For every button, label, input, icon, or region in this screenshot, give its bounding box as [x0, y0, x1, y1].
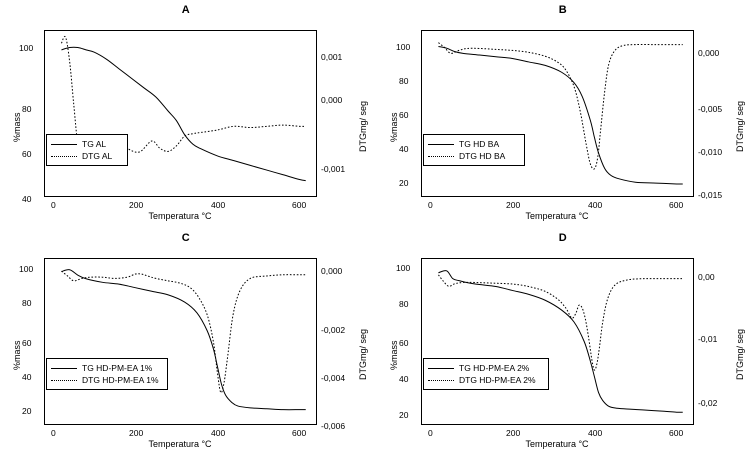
panel-d-ytick-left-2: 60	[399, 338, 409, 348]
panel-b	[377, 4, 749, 230]
panel-d-legend-item-0	[428, 362, 543, 374]
panel-b-ytick-right-1: -0,010	[698, 147, 723, 157]
panel-d	[377, 232, 749, 458]
panel-a-ytick-right-2: 0,001	[321, 52, 343, 62]
panel-d-xtick-1: 200	[506, 428, 521, 438]
panel-b-plot-area	[421, 30, 694, 197]
panel-b-ytick-left-1: 40	[399, 144, 409, 154]
panel-b-ytick-left-0: 20	[399, 178, 409, 188]
panel-c-yaxis-right-label: DTGmg/ seg	[358, 328, 368, 380]
panel-a-legend-item-0	[51, 138, 122, 150]
solid-line-icon	[51, 364, 77, 372]
panel-b-xtick-2: 400	[588, 200, 603, 210]
panel-a-xtick-2: 400	[211, 200, 226, 210]
panel-a-ytick-left-3: 100	[19, 43, 34, 53]
panel-b-xaxis-label: Temperatura °C	[525, 211, 589, 221]
panel-a-ytick-left-1: 60	[22, 149, 32, 159]
panel-d-ytick-left-1: 40	[399, 374, 409, 384]
panel-c-legend-item-1	[51, 374, 162, 386]
panel-c-legend-item-0	[51, 362, 162, 374]
panel-c-legend-label-0: TG HD-PM-EA 1%	[82, 363, 153, 373]
panel-a-ytick-right-1: 0,000	[321, 95, 343, 105]
panel-c-yaxis-left-label: %mass	[12, 340, 22, 370]
panel-b-yaxis-left-label: %mass	[389, 112, 399, 142]
panel-c-ytick-left-4: 100	[19, 264, 34, 274]
panel-a-plot-area	[44, 30, 317, 197]
panel-d-ytick-left-3: 80	[399, 299, 409, 309]
series-dtg	[438, 275, 682, 370]
panel-b-legend-label-1: DTG HD BA	[459, 151, 506, 161]
panel-b-ytick-left-4: 100	[396, 42, 411, 52]
panel-c-xtick-0: 0	[51, 428, 56, 438]
panel-d-yaxis-right-label: DTGmg/ seg	[735, 328, 745, 380]
panel-b-legend-label-0: TG HD BA	[459, 139, 500, 149]
panel-a-legend-label-1: DTG AL	[82, 151, 113, 161]
panel-c	[0, 232, 372, 458]
solid-line-icon	[51, 140, 77, 148]
panel-d-ytick-left-4: 100	[396, 263, 411, 273]
panel-a	[0, 4, 372, 230]
panel-d-legend-label-0: TG HD-PM-EA 2%	[459, 363, 530, 373]
panel-a-curves	[45, 31, 316, 196]
panel-b-ytick-left-3: 80	[399, 76, 409, 86]
panel-b-ytick-right-2: -0,005	[698, 104, 723, 114]
panel-a-ytick-right-0: -0,001	[321, 164, 346, 174]
panel-c-ytick-right-0: -0,006	[321, 421, 346, 431]
panel-d-xtick-3: 600	[669, 428, 684, 438]
panel-c-ytick-right-1: -0,004	[321, 373, 346, 383]
panel-a-xaxis-label: Temperatura °C	[148, 211, 212, 221]
panel-d-yaxis-left-label: %mass	[389, 340, 399, 370]
panel-b-title: B	[558, 4, 568, 16]
solid-line-icon	[428, 140, 454, 148]
panel-a-legend	[46, 134, 128, 166]
panel-b-yaxis-right-label: DTGmg/ seg	[735, 100, 745, 152]
panel-a-ytick-left-2: 80	[22, 104, 32, 114]
panel-d-xtick-0: 0	[428, 428, 433, 438]
panel-c-ytick-right-3: 0,000	[321, 266, 343, 276]
panel-c-xtick-1: 200	[129, 428, 144, 438]
dotted-line-icon	[428, 152, 454, 160]
panel-b-curves	[422, 31, 693, 196]
panel-d-ytick-right-0: -0,02	[698, 398, 718, 408]
panel-a-yaxis-right-label: DTGmg/ seg	[358, 100, 368, 152]
series-tg	[438, 271, 682, 413]
panel-a-xtick-3: 600	[292, 200, 307, 210]
panel-d-xtick-2: 400	[588, 428, 603, 438]
panel-c-legend	[46, 358, 168, 390]
panel-b-legend-item-0	[428, 138, 519, 150]
panel-b-xtick-3: 600	[669, 200, 684, 210]
panel-c-ytick-right-2: -0,002	[321, 325, 346, 335]
dotted-line-icon	[428, 376, 454, 384]
panel-d-legend-label-1: DTG HD-PM-EA 2%	[459, 375, 536, 385]
panel-c-xtick-3: 600	[292, 428, 307, 438]
panel-b-ytick-left-2: 60	[399, 110, 409, 120]
panel-c-ytick-left-1: 40	[22, 372, 32, 382]
panel-c-curves	[45, 259, 316, 424]
panel-a-legend-item-1	[51, 150, 122, 162]
panel-b-xtick-1: 200	[506, 200, 521, 210]
panel-c-legend-label-1: DTG HD-PM-EA 1%	[82, 375, 159, 385]
panel-c-title: C	[181, 232, 191, 244]
solid-line-icon	[428, 364, 454, 372]
panel-b-xtick-0: 0	[428, 200, 433, 210]
panel-c-xaxis-label: Temperatura °C	[148, 439, 212, 449]
dotted-line-icon	[51, 152, 77, 160]
panel-d-ytick-left-0: 20	[399, 410, 409, 420]
panel-c-ytick-left-3: 80	[22, 298, 32, 308]
panel-d-legend	[423, 358, 549, 390]
panel-b-legend-item-1	[428, 150, 519, 162]
panel-c-ytick-left-2: 60	[22, 338, 32, 348]
panel-d-legend-item-1	[428, 374, 543, 386]
panel-d-title: D	[558, 232, 568, 244]
panel-a-xtick-1: 200	[129, 200, 144, 210]
panel-d-ytick-right-1: -0,01	[698, 334, 718, 344]
panel-d-xaxis-label: Temperatura °C	[525, 439, 589, 449]
panel-b-ytick-right-3: 0,000	[698, 48, 720, 58]
panel-a-title: A	[181, 4, 191, 16]
panel-a-xtick-0: 0	[51, 200, 56, 210]
panel-c-xtick-2: 400	[211, 428, 226, 438]
panel-d-plot-area	[421, 258, 694, 425]
panel-b-ytick-right-0: -0,015	[698, 190, 723, 200]
panel-a-yaxis-left-label: %mass	[12, 112, 22, 142]
panel-a-ytick-left-0: 40	[22, 194, 32, 204]
panel-a-legend-label-0: TG AL	[82, 139, 107, 149]
panel-c-plot-area	[44, 258, 317, 425]
panel-b-legend	[423, 134, 525, 166]
dotted-line-icon	[51, 376, 77, 384]
panel-c-ytick-left-0: 20	[22, 406, 32, 416]
panel-d-ytick-right-2: 0,00	[698, 272, 715, 282]
panel-d-curves	[422, 259, 693, 424]
